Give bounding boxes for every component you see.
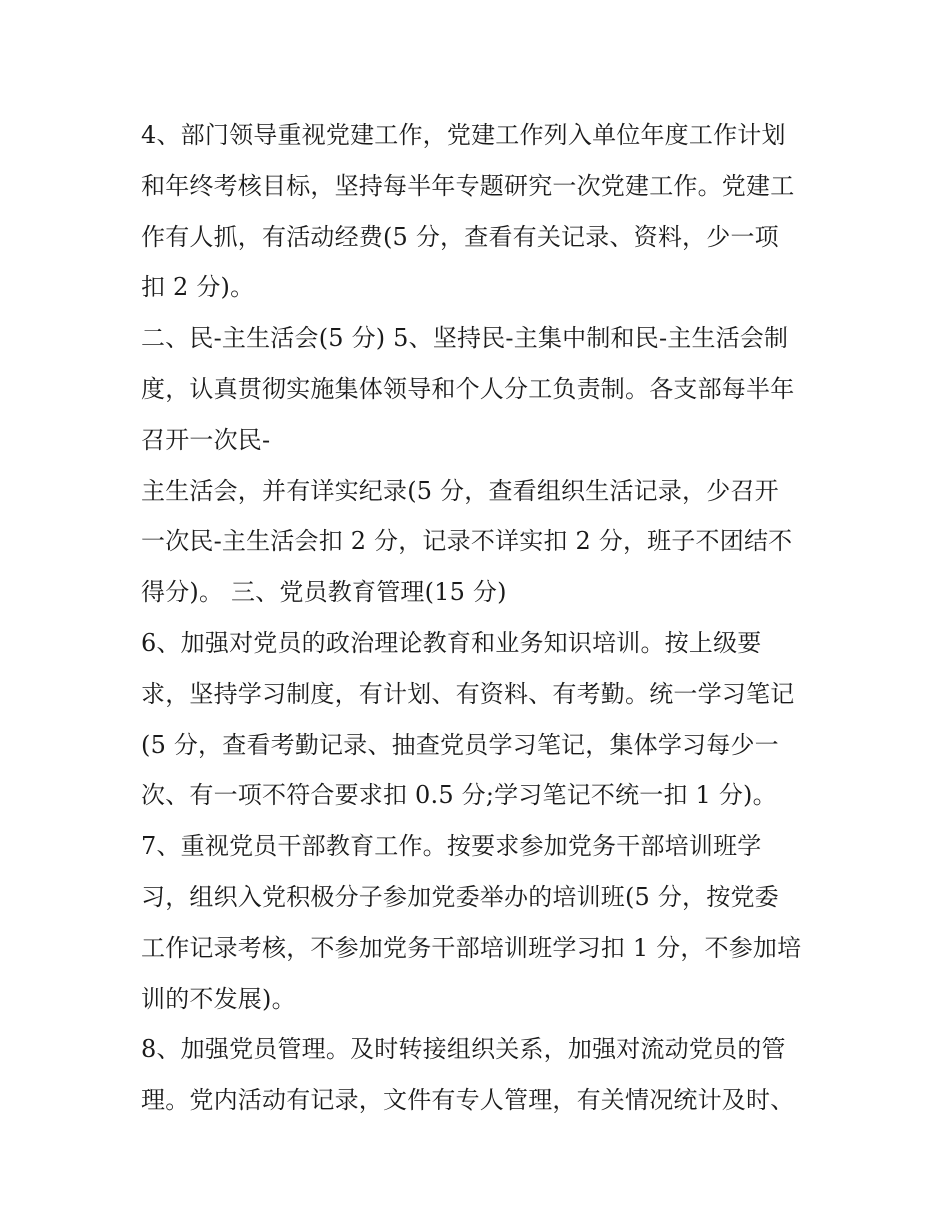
text-line: 工作记录考核，不参加党务干部培训班学习扣 1 分，不参加培 xyxy=(141,933,802,962)
text-line: 得分)。 三、党员教育管理(15 分) xyxy=(141,578,507,607)
text-line: 6、加强对党员的政治理论教育和业务知识培训。按上级要 xyxy=(141,628,762,657)
text-line: 作有人抓，有活动经费(5 分，查看有关记录、资料，少一项 xyxy=(141,222,779,251)
text-line: 8、加强党员管理。及时转接组织关系，加强对流动党员的管 xyxy=(141,1035,786,1064)
text-line: 4、部门领导重视党建工作，党建工作列入单位年度工作计划 xyxy=(141,121,786,149)
text-line: 习，组织入党积极分子参加党委举办的培训班(5 分，按党委 xyxy=(141,882,779,911)
text-line: 求，坚持学习制度，有计划、有资料、有考勤。统一学习笔记 xyxy=(141,679,795,708)
text-line: 一次民-主生活会扣 2 分，记录不详实扣 2 分，班子不团结不 xyxy=(141,527,793,556)
text-line: 理。党内活动有记录，文件有专人管理，有关情况统计及时、 xyxy=(141,1086,795,1115)
text-line: 主生活会，并有详实纪录(5 分，查看组织生活记录，少召开 xyxy=(141,476,779,505)
text-line: 扣 2 分)。 xyxy=(141,273,255,302)
text-line: 次、有一项不符合要求扣 0.5 分;学习笔记不统一扣 1 分)。 xyxy=(141,781,777,810)
text-line: 二、民-主生活会(5 分) 5、坚持民-主集中制和民-主生活会制 xyxy=(141,324,789,353)
text-line: 7、重视党员干部教育工作。按要求参加党务干部培训班学 xyxy=(141,832,762,861)
text-line: 训的不发展)。 xyxy=(141,984,296,1013)
text-line: 和年终考核目标，坚持每半年专题研究一次党建工作。党建工 xyxy=(141,171,795,200)
document-body xyxy=(141,110,821,1126)
text-line: 召开一次民- xyxy=(141,425,271,454)
text-line: (5 分，查看考勤记录、抽查党员学习笔记，集体学习每少一 xyxy=(141,730,779,759)
text-line: 度，认真贯彻实施集体领导和个人分工负责制。各支部每半年 xyxy=(141,374,795,403)
